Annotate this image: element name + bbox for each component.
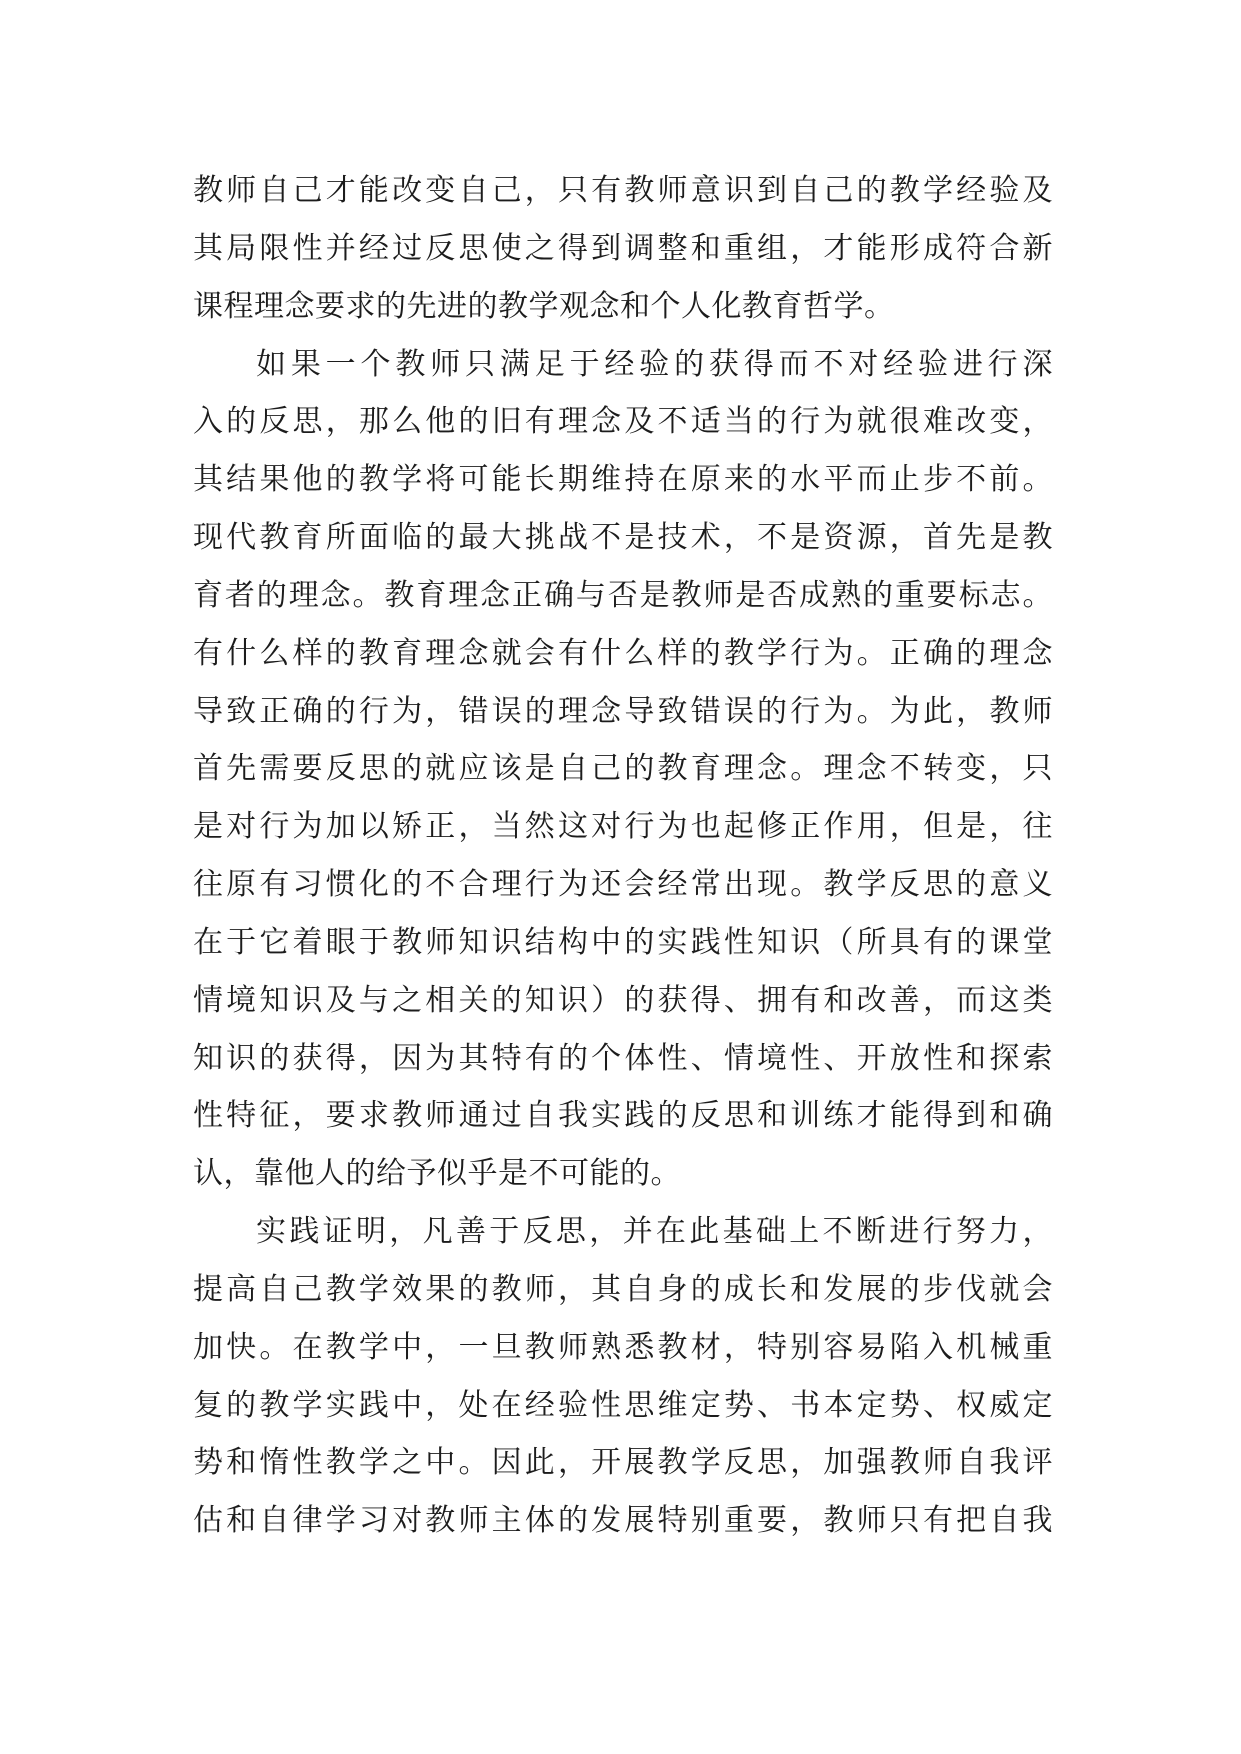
text-line: 往原有习惯化的不合理行为还会经常出现。教学反思的意义 xyxy=(193,867,1053,902)
text-line: 认，靠他人的给予似乎是不可能的。 xyxy=(193,1156,681,1191)
text-line: 在于它着眼于教师知识结构中的实践性知识（所具有的课堂 xyxy=(193,925,1053,960)
text-line: 是对行为加以矫正，当然这对行为也起修正作用，但是，往 xyxy=(193,809,1053,844)
text-line: 复的教学实践中，处在经验性思维定势、书本定势、权威定 xyxy=(193,1388,1053,1423)
text-line: 如果一个教师只满足于经验的获得而不对经验进行深 xyxy=(256,347,1053,382)
text-line: 导致正确的行为，错误的理念导致错误的行为。为此，教师 xyxy=(193,694,1053,729)
text-line: 有什么样的教育理念就会有什么样的教学行为。正确的理念 xyxy=(193,636,1053,671)
text-line: 入的反思，那么他的旧有理念及不适当的行为就很难改变， xyxy=(193,404,1053,439)
text-line: 课程理念要求的先进的教学观念和个人化教育哲学。 xyxy=(193,289,895,324)
text-line: 性特征，要求教师通过自我实践的反思和训练才能得到和确 xyxy=(193,1098,1053,1133)
text-line: 势和惰性教学之中。因此，开展教学反思，加强教师自我评 xyxy=(193,1445,1053,1480)
text-line: 情境知识及与之相关的知识）的获得、拥有和改善，而这类 xyxy=(193,983,1053,1018)
text-line: 估和自律学习对教师主体的发展特别重要，教师只有把自我 xyxy=(193,1503,1053,1538)
text-line: 教师自己才能改变自己，只有教师意识到自己的教学经验及 xyxy=(193,173,1053,208)
text-line: 育者的理念。教育理念正确与否是教师是否成熟的重要标志。 xyxy=(193,578,1053,613)
text-line: 现代教育所面临的最大挑战不是技术，不是资源，首先是教 xyxy=(193,520,1053,555)
text-line: 加快。在教学中，一旦教师熟悉教材，特别容易陷入机械重 xyxy=(193,1330,1053,1365)
text-line: 提高自己教学效果的教师，其自身的成长和发展的步伐就会 xyxy=(193,1272,1053,1307)
text-line: 知识的获得，因为其特有的个体性、情境性、开放性和探索 xyxy=(193,1041,1053,1076)
text-line: 其局限性并经过反思使之得到调整和重组，才能形成符合新 xyxy=(193,231,1053,266)
text-line: 首先需要反思的就应该是自己的教育理念。理念不转变，只 xyxy=(193,751,1053,786)
text-line: 其结果他的教学将可能长期维持在原来的水平而止步不前。 xyxy=(193,462,1053,497)
text-line: 实践证明，凡善于反思，并在此基础上不断进行努力， xyxy=(256,1214,1053,1249)
